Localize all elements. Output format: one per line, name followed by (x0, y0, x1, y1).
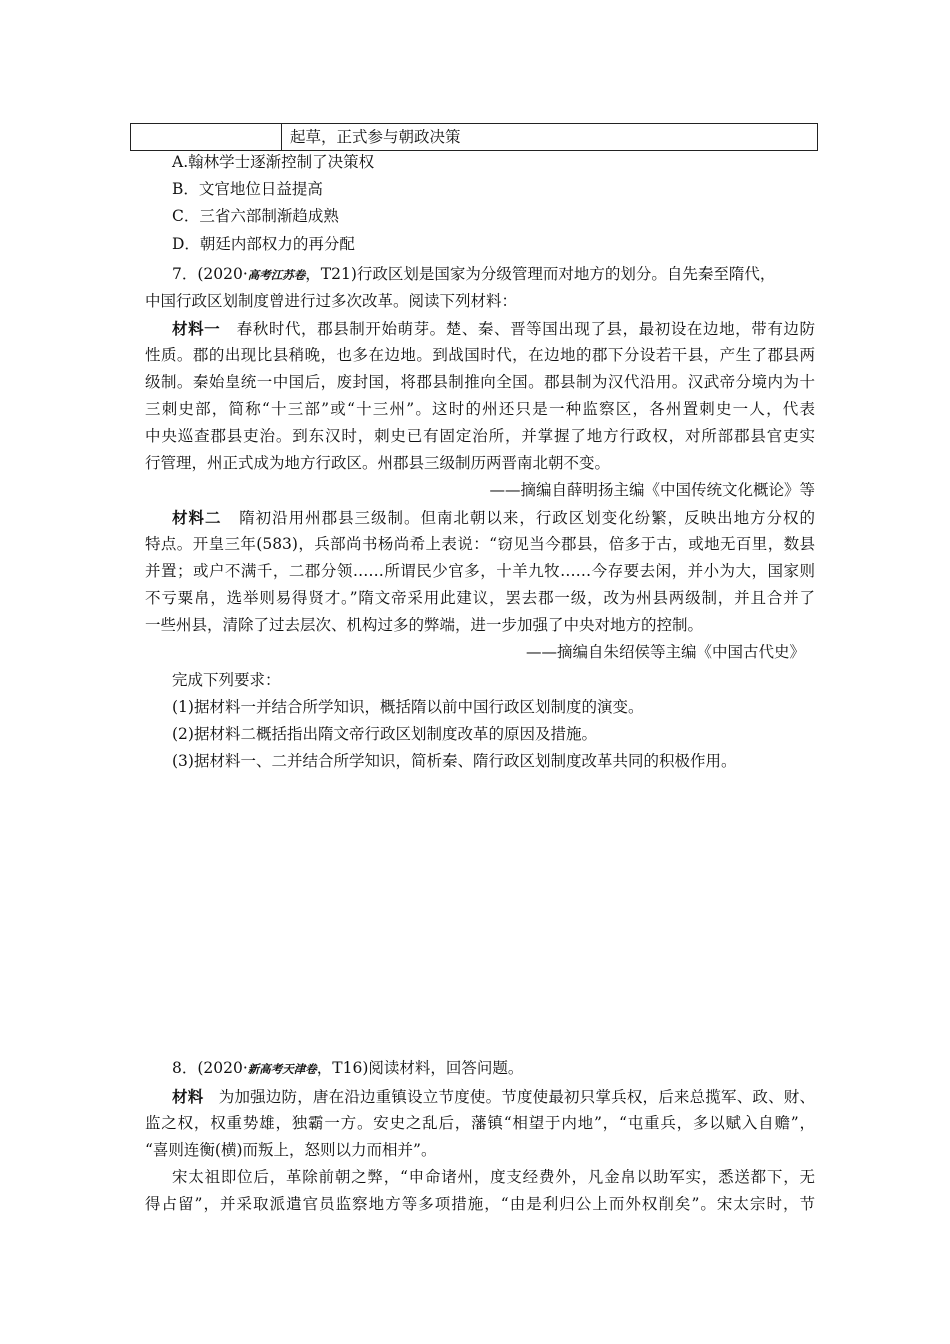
q8-source: 新高考天津卷 (247, 1062, 317, 1076)
q7-material-1-line-1 (172, 315, 815, 343)
q7-line-1-text: 行政区划是国家为分级管理而对地方的划分。自先秦至隋代， (356, 265, 776, 283)
q8-material-line-3: “喜则连衡(横)而叛上，怒则以力而相并”。 (145, 1141, 437, 1159)
q7-material-1-line-5: 中央巡查郡县吏治。到东汉时，刺史已有固定治所，并掌握了地方行政权，对所部郡县官吏实 (145, 427, 815, 445)
q7-material-2-line-5: 一些州县，清除了过去层次、机构过多的弊端，进一步加强了中央对地方的控制。 (145, 616, 704, 634)
option-a: A.翰林学士逐渐控制了决策权 (172, 153, 375, 171)
option-c: C．三省六部制渐趋成熟 (172, 207, 339, 225)
option-d: D．朝廷内部权力的再分配 (172, 235, 355, 253)
q7-material-2-line-1 (172, 504, 815, 532)
table-divider (281, 124, 282, 150)
q8-tag: ，T16) (316, 1059, 369, 1077)
q7-requirement-3: (3)据材料一、二并结合所学知识，简析秦、隋行政区划制度改革共同的积极作用。 (172, 752, 737, 770)
q7-material-1-line-6: 行管理，州正式成为地方行政区。州郡县三级制历两晋南北朝不变。 (145, 454, 611, 472)
q8-material-text: 为加强边防，唐在沿边重镇设立节度使。节度使最初只掌兵权，后来总揽军、政、财、 (218, 1088, 815, 1106)
q7-material-1-line-2: 性质。郡的出现比县稍晚，也多在边地。到战国时代，在边地的郡下分设若干县，产生了郡县两 (145, 346, 815, 364)
q8-paragraph-2-line-1: 宋太祖即位后，革除前朝之弊，“申命诸州，度支经费外，凡金帛以助军实，悉送都下，无 (172, 1168, 815, 1186)
q8-material-line-2: 监之权，权重势雄，独霸一方。安史之乱后，藩镇“相望于内地”，“屯重兵，多以赋入自赡”， (145, 1114, 815, 1132)
q8-material-label: 材料 (172, 1087, 204, 1106)
q7-number: 7．(2020· (172, 265, 248, 283)
option-b: B．文官地位日益提高 (172, 180, 323, 198)
q7-line-2: 中国行政区划制度曾进行过多次改革。阅读下列材料： (145, 292, 518, 310)
q7-requirements-intro: 完成下列要求： (172, 671, 281, 689)
q8-paragraph-2-line-2: 得占留”，并采取派遣官员监察地方等多项措施，“由是利归公上而外权削矣”。宋太宗时，节 (145, 1195, 815, 1213)
q7-material-2-source: ——摘编自朱绍侯等主编《中国古代史》 (525, 643, 805, 661)
material-1-label: 材料一 (172, 319, 221, 338)
q7-material-1-source: ——摘编自薛明扬主编《中国传统文化概论》等 (489, 481, 815, 499)
q7-material-2-line-4: 不亏粟帛，选举则易得贤才。”隋文帝采用此建议，罢去郡一级，改为州县两级制，并且合并了 (145, 589, 815, 607)
material-1-text: 春秋时代，郡县制开始萌芽。楚、秦、晋等国出现了县，最初设在边地，带有边防 (236, 320, 815, 338)
material-2-text: 隋初沿用州郡县三级制。但南北朝以来，行政区划变化纷繁，反映出地方分权的 (239, 509, 815, 527)
q7-material-2-line-3: 并置；或户不满千，二郡分领……所谓民少官多，十羊九牧……今存要去闲，并小为大，国家则 (145, 562, 815, 580)
q7-requirement-1: (1)据材料一并结合所学知识，概括隋以前中国行政区划制度的演变。 (172, 698, 644, 716)
q7-tag: ，T21) (305, 265, 357, 283)
q7-line-1 (172, 261, 815, 289)
q8-material-line-1 (172, 1083, 815, 1111)
q7-source: 高考江苏卷 (247, 268, 306, 282)
q8-number: 8．(2020· (172, 1059, 248, 1077)
table-fragment (130, 123, 818, 151)
q7-requirement-2: (2)据材料二概括指出隋文帝行政区划制度改革的原因及措施。 (172, 725, 597, 743)
q7-material-2-line-2: 特点。开皇三年(583)，兵部尚书杨尚希上表说：“窃见当今郡县，倍多于古，或地无百里，数县 (145, 535, 815, 553)
q8-line-1 (172, 1055, 815, 1083)
q7-material-1-line-3: 级制。秦始皇统一中国后，废封国，将郡县制推向全国。郡县制为汉代沿用。汉武帝分境内为十 (145, 373, 815, 391)
q7-material-1-line-4: 三刺史部，简称“十三部”或“十三州”。这时的州还只是一种监察区，各州置刺史一人，代表 (145, 400, 815, 418)
q8-line-1-text: 阅读材料，回答问题。 (368, 1059, 524, 1077)
material-2-label: 材料二 (172, 508, 222, 527)
table-cell-text: 起草，正式参与朝政决策 (290, 128, 461, 146)
